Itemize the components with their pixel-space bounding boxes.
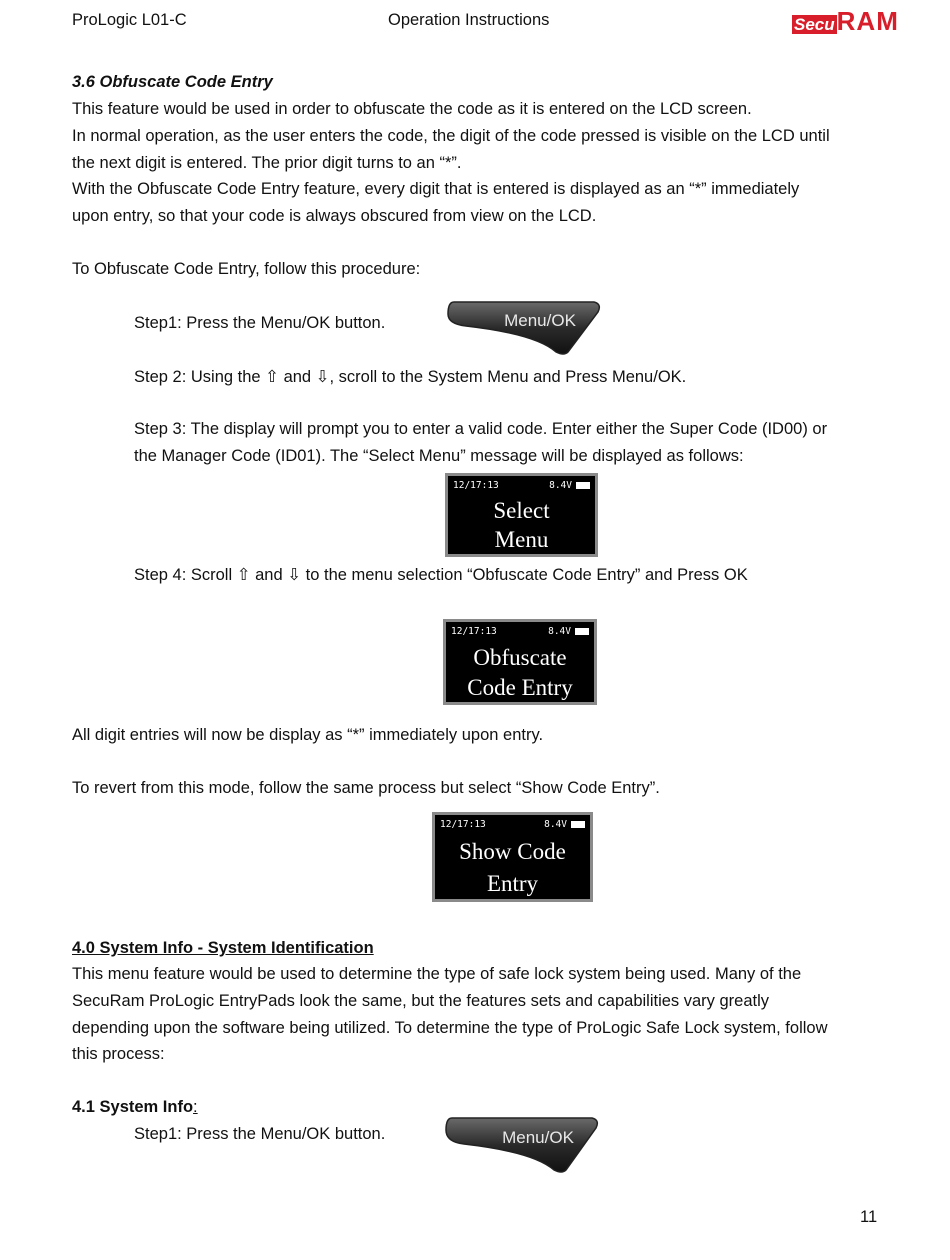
page-number: 11	[860, 1208, 878, 1226]
lcd-time: 12/17:13	[451, 626, 497, 637]
step-text: Step 4: Scroll ⇧ and ⇩ to the menu selection “Obfuscate Code Entry” and Press OK	[134, 566, 748, 584]
section-3-6-title: 3.6 Obfuscate Code Entry	[72, 73, 273, 91]
paragraph: To Obfuscate Code Entry, follow this procedure:	[72, 260, 421, 278]
battery-icon	[576, 482, 590, 489]
logo-secu-text: Secu	[794, 15, 835, 34]
lcd-voltage: 8.4V	[549, 480, 572, 491]
menu-ok-button-image	[444, 1116, 600, 1166]
paragraph: In normal operation, as the user enters the code, the digit of the code pressed is visible on the LCD until	[72, 127, 830, 145]
battery-icon	[575, 628, 589, 635]
menu-ok-label: Menu/OK	[502, 1128, 574, 1147]
paragraph: This feature would be used in order to obfuscate the code as it is entered on the LCD screen.	[72, 100, 752, 118]
step-text: the Manager Code (ID01). The “Select Menu” message will be displayed as follows:	[134, 447, 744, 465]
paragraph: To revert from this mode, follow the same process but select “Show Code Entry”.	[72, 779, 660, 797]
lcd-line2: Entry	[486, 871, 539, 896]
paragraph: This menu feature would be used to determine the type of safe lock system being used. Many of the	[72, 965, 802, 983]
lcd-obfuscate-code-entry	[443, 619, 597, 705]
lcd-time: 12/17:13	[440, 819, 486, 830]
step-text: Step 3: The display will prompt you to enter a valid code. Enter either the Super Code (ID00) or	[134, 420, 828, 438]
lcd-show-code-entry	[432, 812, 593, 902]
lcd-select-menu	[445, 473, 598, 557]
menu-ok-button-image	[446, 300, 602, 350]
section-4-1-title	[72, 1098, 198, 1117]
paragraph: All digit entries will now be display as “*” immediately upon entry.	[72, 726, 544, 744]
logo-ram-text: RAM	[836, 6, 899, 36]
header-title: Operation Instructions	[388, 11, 550, 29]
paragraph: With the Obfuscate Code Entry feature, every digit that is entered is displayed as an “*” immediately	[72, 180, 800, 198]
section-4-0-title: 4.0 System Info - System Identification	[72, 939, 374, 957]
paragraph: this process:	[72, 1045, 165, 1063]
section-4-1-title-text: 4.1 System Info	[72, 1098, 194, 1116]
lcd-line2: Code Entry	[467, 675, 573, 700]
battery-icon	[571, 821, 585, 828]
step-text: Step1: Press the Menu/OK button.	[134, 314, 386, 332]
lcd-time: 12/17:13	[453, 480, 499, 491]
header-doc-id: ProLogic L01-C	[72, 11, 187, 29]
step-text: Step1: Press the Menu/OK button.	[134, 1125, 386, 1143]
paragraph: depending upon the software being utilized. To determine the type of ProLogic Safe Lock system, follow	[72, 1019, 828, 1037]
lcd-line1: Select	[493, 498, 550, 523]
section-4-1-colon: :	[193, 1098, 198, 1116]
lcd-line2: Menu	[494, 527, 549, 552]
paragraph: the next digit is entered. The prior digit turns to an “*”.	[72, 154, 462, 172]
menu-ok-label: Menu/OK	[504, 311, 576, 330]
step-text: Step 2: Using the ⇧ and ⇩, scroll to the System Menu and Press Menu/OK.	[134, 368, 687, 386]
lcd-voltage: 8.4V	[548, 626, 571, 637]
securam-logo	[792, 8, 914, 34]
lcd-line1: Show Code	[459, 839, 566, 864]
paragraph: upon entry, so that your code is always obscured from view on the LCD.	[72, 207, 597, 225]
lcd-voltage: 8.4V	[544, 819, 567, 830]
lcd-line1: Obfuscate	[473, 645, 567, 670]
paragraph: SecuRam ProLogic EntryPads look the same, but the features sets and capabilities vary greatly	[72, 992, 770, 1010]
